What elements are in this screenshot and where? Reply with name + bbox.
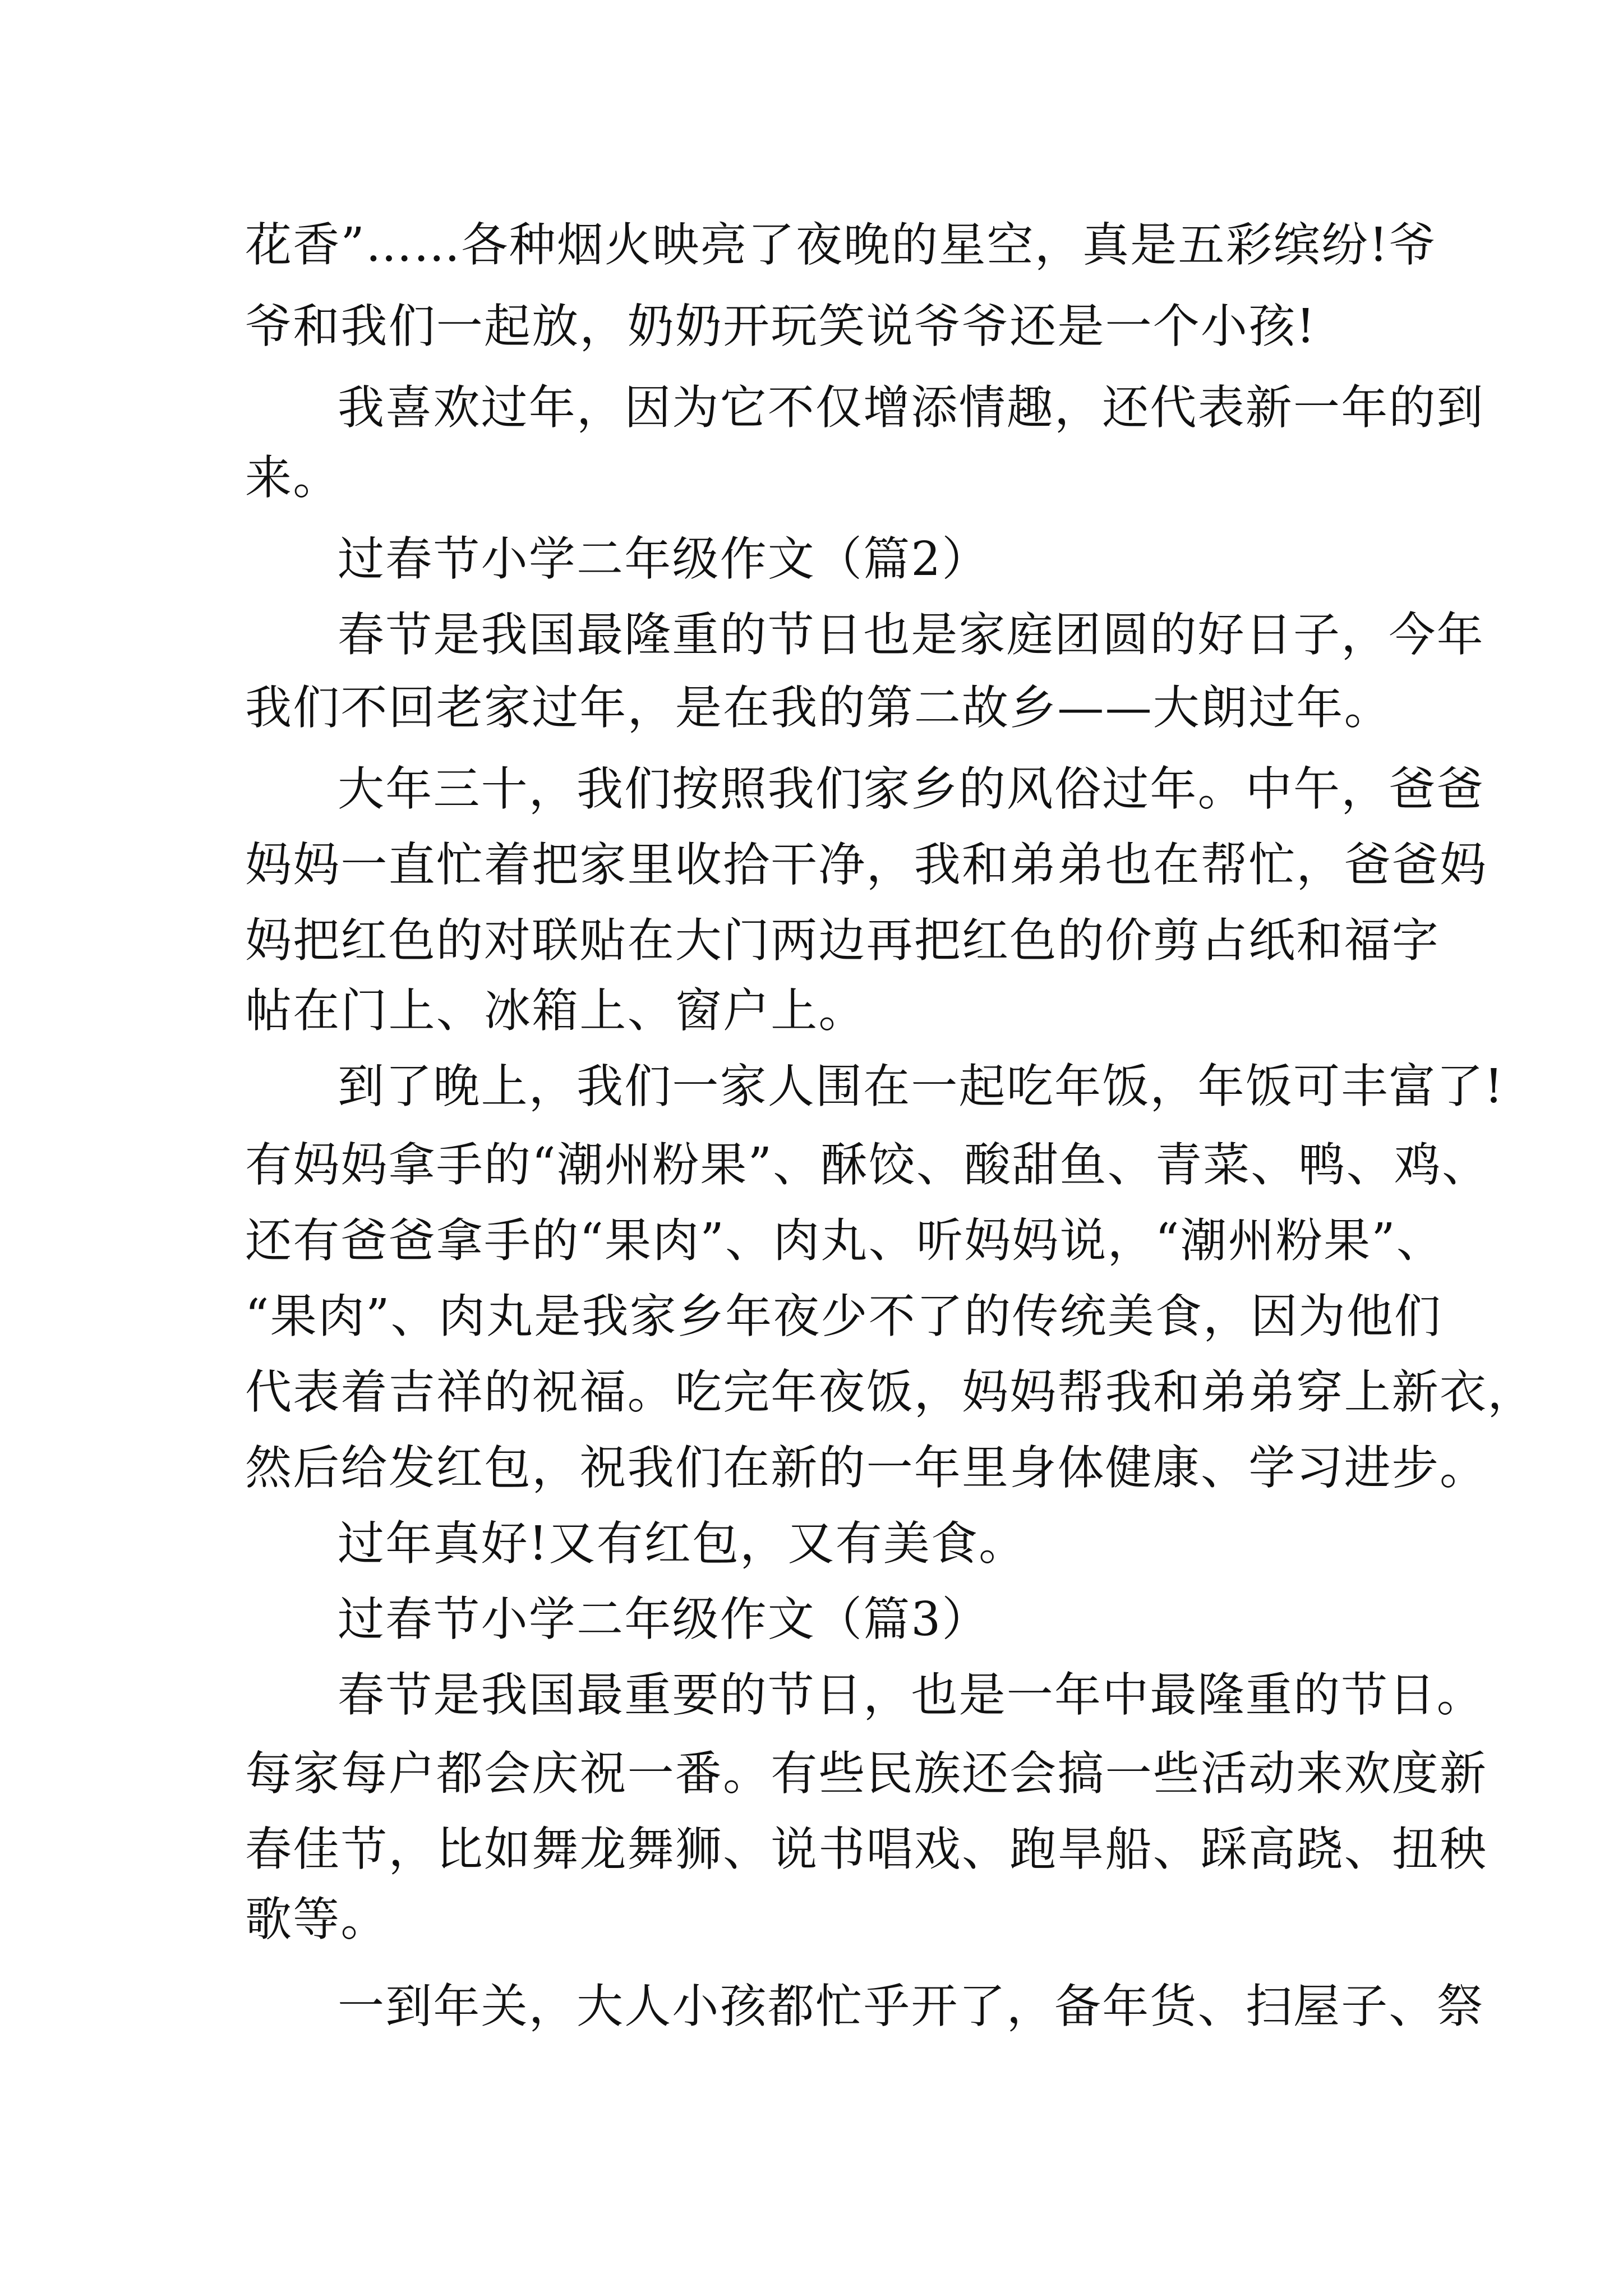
text-line: 然后给发红包，祝我们在新的一年里身体健康、学习进步。 (245, 1441, 1488, 1495)
text-line: 爷和我们一起放，奶奶开玩笑说爷爷还是一个小孩! (245, 299, 1316, 353)
text-line: 妈妈一直忙着把家里收拾干净，我和弟弟也在帮忙，爸爸妈 (245, 838, 1488, 892)
text-line: “果肉”、肉丸是我家乡年夜少不了的传统美食，因为他们 (245, 1289, 1442, 1343)
text-line: 代表着吉祥的祝福。吃完年夜饭，妈妈帮我和弟弟穿上新衣， (245, 1365, 1536, 1419)
text-line: 春节是我国最重要的节日，也是一年中最隆重的节日。 (338, 1668, 1484, 1722)
text-line: 还有爸爸拿手的“果肉”、肉丸、听妈妈说，“潮州粉果”、 (245, 1213, 1445, 1268)
section-heading: 过春节小学二年级作文（篇3） (338, 1592, 990, 1646)
text-line: 来。 (245, 450, 341, 505)
text-line: 花香”……各种烟火映亮了夜晚的星空，真是五彩缤纷!爷 (245, 218, 1437, 272)
text-line: 春节是我国最隆重的节日也是家庭团圆的好日子，今年 (338, 608, 1484, 662)
text-line: 我喜欢过年，因为它不仅增添情趣，还代表新一年的到 (338, 380, 1484, 435)
text-line: 妈把红色的对联贴在大门两边再把红色的价剪占纸和福字 (245, 913, 1440, 968)
text-line: 帖在门上、冰箱上、窗户上。 (245, 983, 866, 1038)
section-heading: 过春节小学二年级作文（篇2） (338, 532, 990, 586)
text-line: 大年三十，我们按照我们家乡的风俗过年。中午，爸爸 (338, 762, 1484, 816)
text-line: 过年真好!又有红包，又有美食。 (338, 1516, 1027, 1571)
text-line: 我们不回老家过年，是在我的第二故乡——大朗过年。 (245, 680, 1392, 735)
text-line: 一到年关，大人小孩都忙乎开了，备年货、扫屋子、祭 (338, 1979, 1484, 2033)
text-line: 歌等。 (245, 1892, 389, 1947)
text-line: 到了晚上，我们一家人围在一起吃年饭，年饭可丰富了! (338, 1059, 1505, 1114)
text-line: 有妈妈拿手的“潮州粉果”、酥饺、酸甜鱼、青菜、鸭、鸡、 (245, 1138, 1490, 1192)
text-line: 每家每户都会庆祝一番。有些民族还会搞一些活动来欢度新 (245, 1746, 1488, 1801)
text-line: 春佳节，比如舞龙舞狮、说书唱戏、跑旱船、踩高跷、扭秧 (245, 1822, 1488, 1876)
